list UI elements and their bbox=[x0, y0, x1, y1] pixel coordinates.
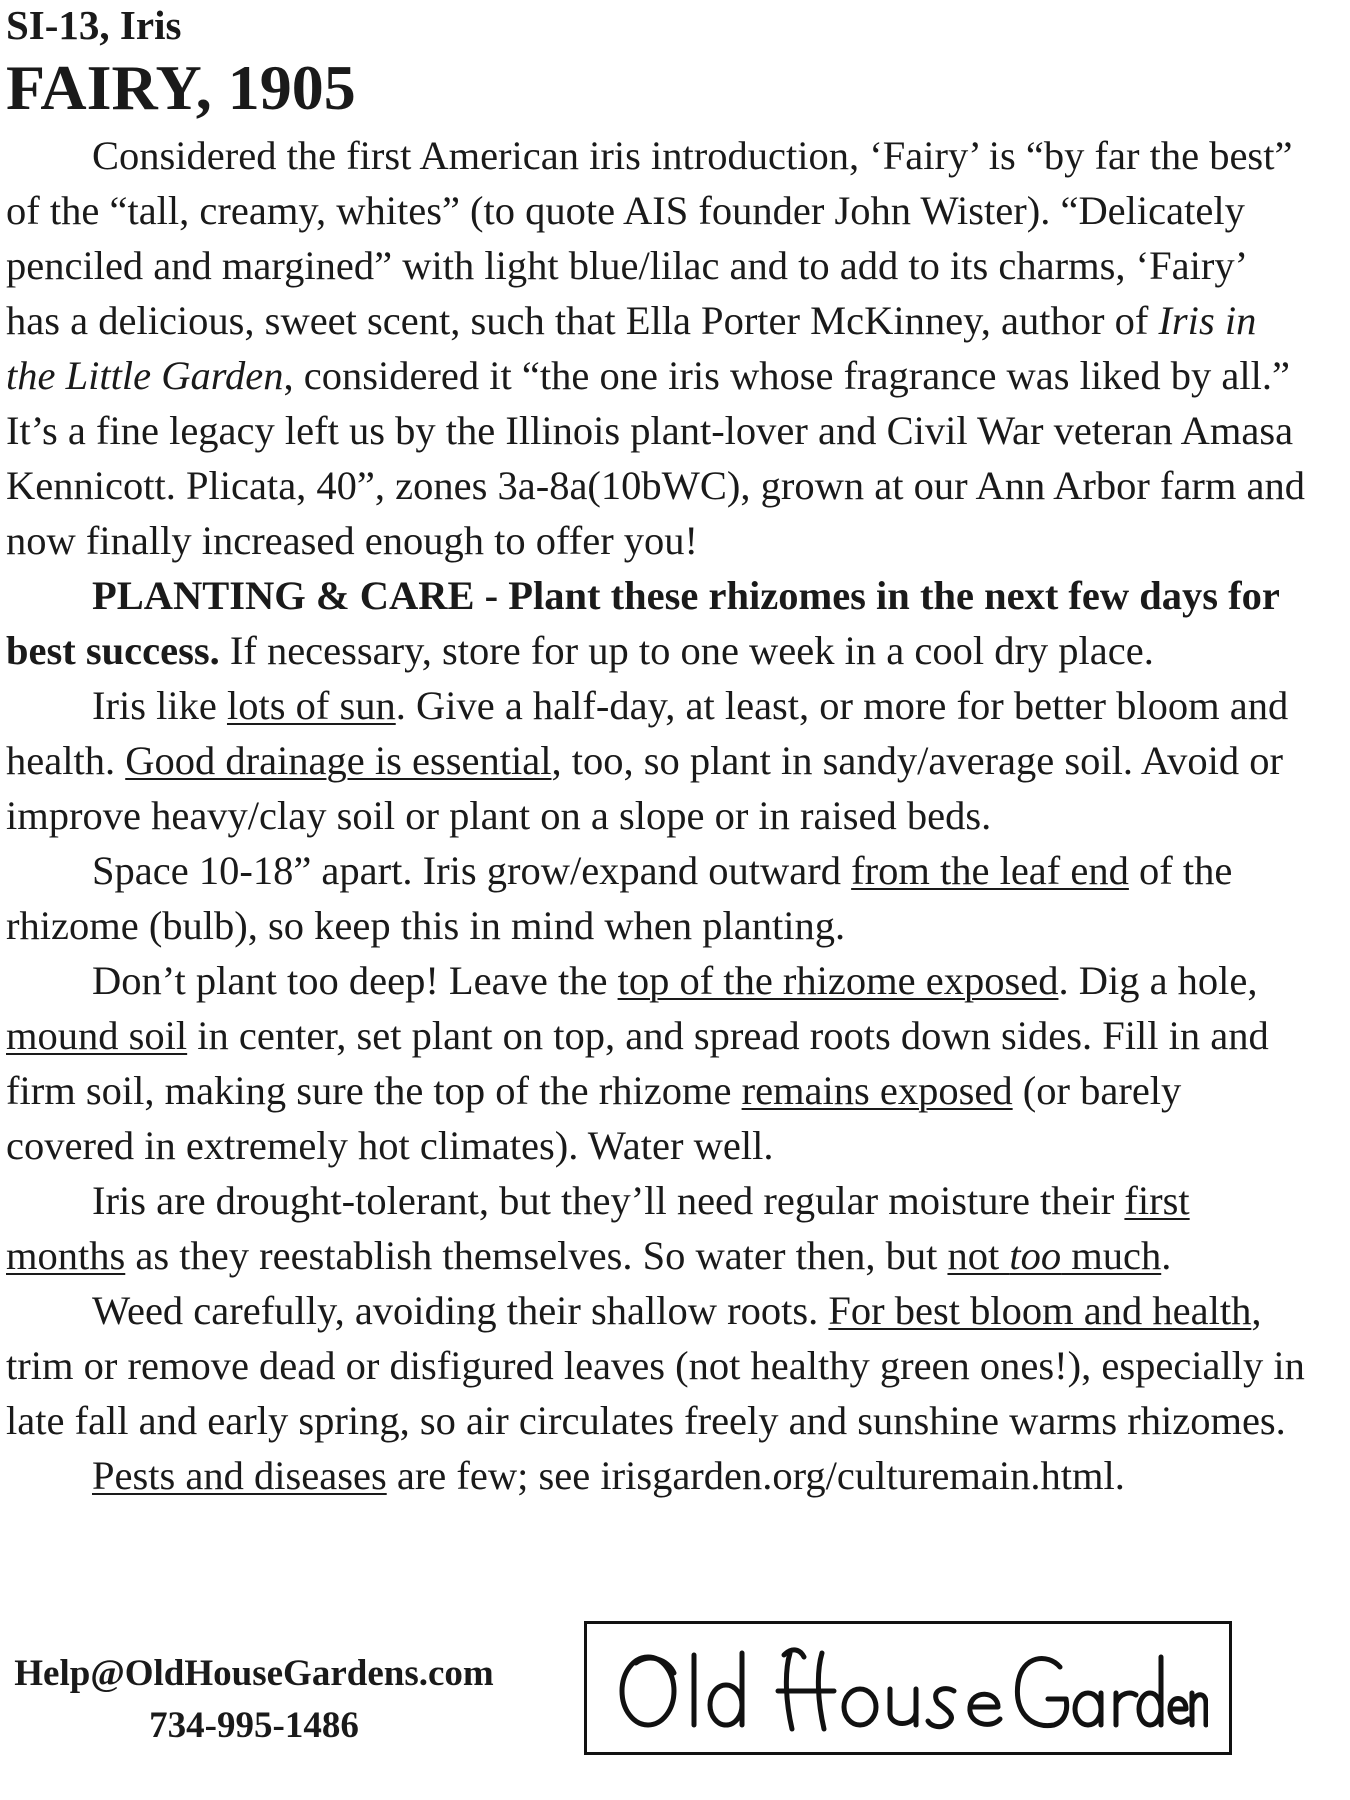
contact-phone: 734-995-1486 bbox=[149, 1705, 359, 1746]
leaf-end-emphasis: from the leaf end bbox=[851, 848, 1129, 893]
weed-text-2: , trim or remove dead or disfigured leaves (not healthy green ones!), especially in late fall and early spring, so air circulates freely and sunshine warms rhizomes. bbox=[6, 1288, 1305, 1443]
drainage-emphasis: Good drainage is essential bbox=[125, 738, 552, 783]
pests-emphasis: Pests and diseases bbox=[92, 1453, 387, 1498]
contact-email: Help@OldHouseGardens.com bbox=[14, 1653, 494, 1694]
planting-heading: PLANTING & CARE - Plant these rhizomes in the next few days for best success. bbox=[6, 573, 1280, 673]
sun-text: Iris like bbox=[92, 683, 227, 728]
too-word: too bbox=[1009, 1233, 1062, 1278]
not-word: not bbox=[947, 1233, 1010, 1278]
depth-text-4: (or barely covered in extremely hot climates). Water well. bbox=[6, 1068, 1182, 1168]
much-word: much bbox=[1061, 1233, 1162, 1278]
mound-soil-emphasis: mound soil bbox=[6, 1013, 188, 1058]
best-bloom-emphasis: For best bloom and health bbox=[828, 1288, 1252, 1333]
pests-paragraph bbox=[6, 1448, 1306, 1503]
depth-paragraph bbox=[6, 953, 1306, 1173]
water-text-3: . bbox=[1161, 1233, 1172, 1278]
depth-text-3: in center, set plant on top, and spread roots down sides. Fill in and firm soil, making sure the top of the rhizome bbox=[6, 1013, 1269, 1113]
sun-text-3: , too, so plant in sandy/average soil. Avoid or improve heavy/clay soil or plant on a slope or in raised beds. bbox=[6, 738, 1283, 838]
instruction-sheet bbox=[6, 0, 1306, 1503]
contact-block bbox=[4, 1648, 504, 1752]
logo-wordmark bbox=[608, 1633, 1208, 1743]
sun-text-2: . Give a half-day, at least, or more for better bloom and health. bbox=[6, 683, 1289, 783]
rhizome-exposed-emphasis: top of the rhizome exposed bbox=[617, 958, 1059, 1003]
sun-emphasis: lots of sun bbox=[226, 683, 396, 728]
spacing-paragraph bbox=[6, 843, 1306, 953]
weeding-paragraph bbox=[6, 1283, 1306, 1448]
planting-text: If necessary, store for up to one week in a cool dry place. bbox=[219, 628, 1154, 673]
planting-paragraph bbox=[6, 568, 1306, 678]
variety-title: FAIRY, 1905 bbox=[6, 52, 356, 123]
water-text: Iris are drought-tolerant, but they’ll need regular moisture their bbox=[92, 1178, 1125, 1223]
remains-exposed-emphasis: remains exposed bbox=[741, 1068, 1013, 1113]
first-months-emphasis: first months bbox=[6, 1178, 1190, 1278]
product-code: SI-13, Iris bbox=[6, 2, 182, 48]
sun-paragraph bbox=[6, 678, 1306, 843]
book-title: Iris in the Little Garden bbox=[6, 298, 1257, 398]
depth-text-2: . Dig a hole, bbox=[1058, 958, 1258, 1003]
intro-text: Considered the first American iris introduction, ‘Fairy’ is “by far the best” of the “tall, creamy, whites” (to quote AIS founder John Wister). “Delicately penciled and margined” with light blue/lilac and to add to its charms, ‘Fairy’ has a delicious, sweet scent, such that Ella Porter McKinney, author of bbox=[6, 133, 1293, 343]
intro-paragraph bbox=[6, 128, 1306, 568]
company-logo bbox=[584, 1621, 1232, 1755]
spacing-text: Space 10-18” apart. Iris grow/expand outward bbox=[92, 848, 852, 893]
watering-paragraph bbox=[6, 1173, 1306, 1283]
intro-text-cont: , considered it “the one iris whose fragrance was liked by all.” It’s a fine legacy left us by the Illinois plant-lover and Civil War veteran Amasa Kennicott. Plicata, 40”, zones 3a-8a(10bWC), grown at our Ann Arbor farm and now finally increased enough to offer you! bbox=[6, 353, 1306, 563]
depth-text: Don’t plant too deep! Leave the bbox=[92, 958, 618, 1003]
pests-text: are few; see irisgarden.org/culturemain.html. bbox=[386, 1453, 1125, 1498]
weed-text: Weed carefully, avoiding their shallow roots. bbox=[92, 1288, 829, 1333]
sheet-body bbox=[6, 128, 1306, 1503]
water-text-2: as they reestablish themselves. So water then, but bbox=[125, 1233, 948, 1278]
not-too-much-emphasis bbox=[947, 1233, 1161, 1278]
spacing-text-2: of the rhizome (bulb), so keep this in mind when planting. bbox=[6, 848, 1233, 948]
